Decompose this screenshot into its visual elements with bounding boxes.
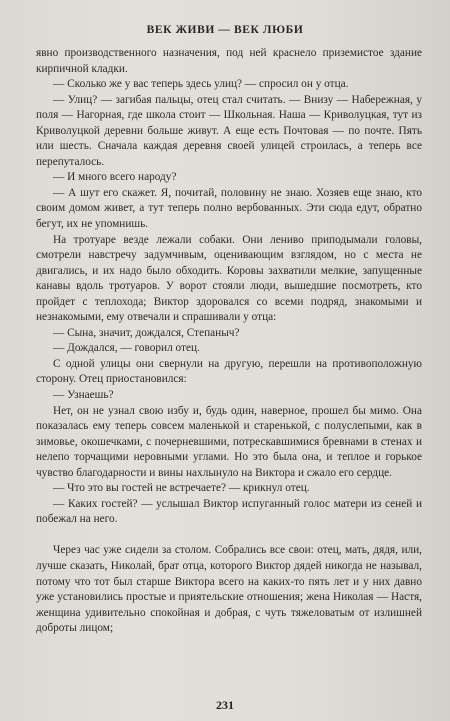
paragraph: — Улиц? — загибая пальцы, отец стал считать. — Внизу — Набережная, у поля — Нагорная, где школа стоит — Школьная. Наша — Криволуцкая, тут из Криволуцкой деревни больше живут. А еще есть Почтовая — по почте. Пять или шесть. Сначала каждая деревня своей улицей строилась, а теперь все перепуталось. xyxy=(36,93,422,168)
paragraph: явно производственного назначения, под ней краснело приземистое здание кирпичной кладки. xyxy=(36,47,422,75)
page-number: 231 xyxy=(216,698,234,712)
paragraph: Через час уже сидели за столом. Собрались все свои: отец, мать, дядя, или, лучше сказать, Николай, брат отца, которого Виктор дядей никогда не называл, потому что тот был старше Виктора всего на каких-то пять лет и у них давно уже установились простые и приятельские отношения; жена Николая — Настя, женщина удивительно спокойная и добрая, с чуть тяжеловатым от излишней доброты лицом; xyxy=(36,544,422,635)
paragraph: — Сына, значит, дождался, Степаныч? xyxy=(53,326,240,339)
paragraph: — И много всего народу? xyxy=(53,171,177,184)
paragraph: На тротуаре везде лежали собаки. Они лениво приподымали головы, смотрели навстречу задумчивым, оценивающим взглядом, но с места не двигались, и их надо было обходить. Коровы захватили мелкие, запущенные канавы вдоль тротуаров. У ворот стояли люди, вышедшие посмотреть, кто пройдет с теплохода; Виктор здоровался со всеми подряд, знакомыми и незнакомыми, ему отвечали и спрашивали у отца: xyxy=(36,233,422,324)
paragraph: — Каких гостей? — услышал Виктор испуганный голос матери из сеней и побежал на него. xyxy=(36,497,422,526)
paragraph: — А шут его скажет. Я, почитай, половину не знаю. Хозяев еще знаю, кто своим домом живет, а тут теперь полно вербованных. Эти сюда едут, обратно бегут, их не упомнишь. xyxy=(36,186,422,231)
paragraph: Нет, он не узнал свою избу и, будь один, наверное, прошел бы мимо. Она показалась ему теперь совсем маленькой и старенькой, с полуслепыми, как в зимовье, окошечками, с почерневшими, потрескавшимися бревнами в стенах и нелепо торчащими неровными углами. Но это была она, и теплое и горькое чувство благодарности и вины нахлынуло на Виктора и сжало его сердце. xyxy=(36,404,422,479)
paragraph: — Узнаешь? xyxy=(53,389,114,402)
paragraph: С одной улицы они свернули на другую, перешли на противоположную сторону. Отец приостановился: xyxy=(36,357,422,386)
paragraph: — Сколько же у вас теперь здесь улиц? — спросил он у отца. xyxy=(53,78,349,91)
paragraph: — Что это вы гостей не встречаете? — крикнул отец. xyxy=(53,482,310,495)
body-text xyxy=(36,46,422,637)
paragraph: — Дождался, — говорил отец. xyxy=(53,342,200,355)
running-head: ВЕК ЖИВИ — ВЕК ЛЮБИ xyxy=(146,24,304,36)
